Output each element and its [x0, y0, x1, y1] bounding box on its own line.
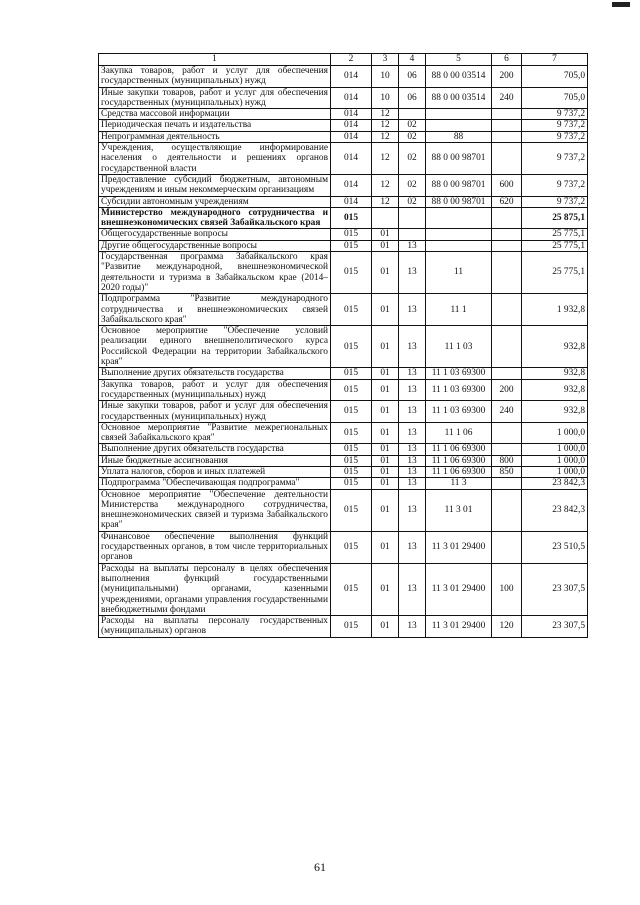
row-name-cell: Закупка товаров, работ и услуг для обеспечения государственных (муниципальных) нужд: [99, 379, 331, 401]
row-subsection-cell: 02: [399, 131, 426, 142]
row-section-cell: 01: [372, 252, 399, 294]
row-amount-cell: 1 000,0: [522, 444, 588, 455]
row-section-cell: 01: [372, 326, 399, 368]
row-subsection-cell: 06: [399, 87, 426, 109]
row-expense-type-cell: [492, 143, 522, 175]
row-amount-cell: 23 842,3: [522, 489, 588, 531]
row-amount-cell: 932,8: [522, 401, 588, 423]
row-section-cell: 01: [372, 455, 399, 466]
row-amount-cell: 9 737,2: [522, 143, 588, 175]
row-expense-type-cell: 800: [492, 455, 522, 466]
row-section-cell: 01: [372, 466, 399, 477]
table-body: [99, 54, 588, 638]
row-admin-code-cell: 015: [331, 489, 372, 531]
row-section-cell: 12: [372, 131, 399, 142]
header-cell: 4: [399, 54, 426, 66]
row-expense-type-cell: [492, 478, 522, 489]
row-expense-type-cell: [492, 326, 522, 368]
row-name-cell: Средства массовой информации: [99, 109, 331, 120]
row-admin-code-cell: 014: [331, 131, 372, 142]
row-expense-type-cell: [492, 531, 522, 563]
row-amount-cell: 23 307,5: [522, 616, 588, 638]
header-cell: 2: [331, 54, 372, 66]
row-expense-type-cell: [492, 368, 522, 379]
row-subsection-cell: 13: [399, 326, 426, 368]
table-row: [99, 563, 588, 615]
row-amount-cell: 932,8: [522, 368, 588, 379]
table-row: [99, 66, 588, 88]
row-section-cell: 01: [372, 240, 399, 251]
row-admin-code-cell: 015: [331, 401, 372, 423]
row-admin-code-cell: 014: [331, 143, 372, 175]
row-admin-code-cell: 015: [331, 326, 372, 368]
budget-table: [98, 53, 588, 638]
row-expense-type-cell: [492, 207, 522, 229]
row-expense-type-cell: 600: [492, 174, 522, 196]
row-expense-type-cell: 240: [492, 87, 522, 109]
row-expense-type-cell: 120: [492, 616, 522, 638]
row-target-article-cell: 11 1 03 69300: [426, 368, 492, 379]
row-section-cell: 01: [372, 489, 399, 531]
row-subsection-cell: [399, 229, 426, 240]
table-row: [99, 120, 588, 131]
row-target-article-cell: 88 0 00 03514: [426, 66, 492, 88]
row-section-cell: 01: [372, 444, 399, 455]
table-row: [99, 478, 588, 489]
table-row: [99, 87, 588, 109]
row-name-cell: Субсидии автономным учреждениям: [99, 196, 331, 207]
row-admin-code-cell: 014: [331, 174, 372, 196]
row-subsection-cell: 06: [399, 66, 426, 88]
row-section-cell: 01: [372, 563, 399, 615]
row-name-cell: Учреждения, осуществляющие информирование населения о деятельности и решениях органов государственной власти: [99, 143, 331, 175]
row-name-cell: Основное мероприятие "Обеспечение деятельности Министерства международного сотрудничества, внешнеэкономических связей и туризма Забайкальского края": [99, 489, 331, 531]
row-expense-type-cell: [492, 252, 522, 294]
table-row: [99, 109, 588, 120]
row-target-article-cell: 11 1 06 69300: [426, 444, 492, 455]
row-target-article-cell: 11 1 06: [426, 422, 492, 444]
scan-mark: [612, 2, 630, 7]
row-amount-cell: 9 737,2: [522, 109, 588, 120]
row-admin-code-cell: 015: [331, 368, 372, 379]
row-subsection-cell: 13: [399, 240, 426, 251]
row-admin-code-cell: 015: [331, 252, 372, 294]
row-target-article-cell: 11 1 03: [426, 326, 492, 368]
row-name-cell: Иные бюджетные ассигнования: [99, 455, 331, 466]
row-section-cell: 01: [372, 616, 399, 638]
row-expense-type-cell: 200: [492, 66, 522, 88]
row-target-article-cell: [426, 109, 492, 120]
row-admin-code-cell: 014: [331, 196, 372, 207]
row-amount-cell: 25 775,1: [522, 240, 588, 251]
row-section-cell: 01: [372, 379, 399, 401]
row-section-cell: 01: [372, 531, 399, 563]
table-row: [99, 466, 588, 477]
row-name-cell: Предоставление субсидий бюджетным, автономным учреждениям и иным некоммерческим организациям: [99, 174, 331, 196]
table-row: [99, 174, 588, 196]
row-admin-code-cell: 014: [331, 109, 372, 120]
row-admin-code-cell: 015: [331, 229, 372, 240]
row-subsection-cell: 02: [399, 143, 426, 175]
row-amount-cell: 9 737,2: [522, 174, 588, 196]
table-header-row: [99, 54, 588, 66]
row-amount-cell: 705,0: [522, 66, 588, 88]
row-name-cell: Государственная программа Забайкальского края "Развитие международной, внешнеэкономической деятельности и туризма в Забайкальском крае (2014–2020 годы)": [99, 252, 331, 294]
row-amount-cell: 23 842,3: [522, 478, 588, 489]
row-amount-cell: 25 875,1: [522, 207, 588, 229]
row-expense-type-cell: [492, 229, 522, 240]
row-target-article-cell: 88 0 00 98701: [426, 196, 492, 207]
row-name-cell: Выполнение других обязательств государства: [99, 368, 331, 379]
header-cell: 1: [99, 54, 331, 66]
row-admin-code-cell: 015: [331, 422, 372, 444]
row-section-cell: 10: [372, 66, 399, 88]
row-section-cell: 12: [372, 174, 399, 196]
row-section-cell: 12: [372, 109, 399, 120]
row-section-cell: 12: [372, 196, 399, 207]
table-row: [99, 240, 588, 251]
row-name-cell: Иные закупки товаров, работ и услуг для обеспечения государственных (муниципальных) нужд: [99, 401, 331, 423]
row-section-cell: 01: [372, 422, 399, 444]
row-section-cell: 01: [372, 368, 399, 379]
row-name-cell: Подпрограмма "Обеспечивающая подпрограмма": [99, 478, 331, 489]
row-subsection-cell: [399, 207, 426, 229]
row-admin-code-cell: 015: [331, 616, 372, 638]
row-admin-code-cell: 014: [331, 87, 372, 109]
row-admin-code-cell: 015: [331, 240, 372, 251]
row-admin-code-cell: 015: [331, 207, 372, 229]
table-row: [99, 143, 588, 175]
row-admin-code-cell: 015: [331, 531, 372, 563]
row-target-article-cell: [426, 120, 492, 131]
row-amount-cell: 9 737,2: [522, 196, 588, 207]
row-name-cell: Другие общегосударственные вопросы: [99, 240, 331, 251]
row-amount-cell: 23 307,5: [522, 563, 588, 615]
row-admin-code-cell: 014: [331, 66, 372, 88]
row-subsection-cell: 13: [399, 294, 426, 326]
row-subsection-cell: 13: [399, 379, 426, 401]
table-row: [99, 229, 588, 240]
row-section-cell: 01: [372, 478, 399, 489]
row-amount-cell: 932,8: [522, 326, 588, 368]
row-target-article-cell: 11 3 01 29400: [426, 563, 492, 615]
row-expense-type-cell: 200: [492, 379, 522, 401]
row-subsection-cell: 02: [399, 196, 426, 207]
row-target-article-cell: 88 0 00 03514: [426, 87, 492, 109]
row-target-article-cell: 11 1: [426, 294, 492, 326]
row-expense-type-cell: 240: [492, 401, 522, 423]
row-name-cell: Расходы на выплаты персоналу государственных (муниципальных) органов: [99, 616, 331, 638]
row-subsection-cell: 13: [399, 531, 426, 563]
table-row: [99, 489, 588, 531]
row-admin-code-cell: 015: [331, 444, 372, 455]
row-amount-cell: 9 737,2: [522, 131, 588, 142]
table-row: [99, 294, 588, 326]
row-admin-code-cell: 015: [331, 294, 372, 326]
row-admin-code-cell: 015: [331, 466, 372, 477]
row-target-article-cell: [426, 240, 492, 251]
table-row: [99, 422, 588, 444]
row-expense-type-cell: [492, 240, 522, 251]
row-target-article-cell: 11 3 01 29400: [426, 531, 492, 563]
row-subsection-cell: 13: [399, 466, 426, 477]
page-number: 61: [314, 860, 326, 874]
row-subsection-cell: 13: [399, 252, 426, 294]
row-name-cell: Непрограммная деятельность: [99, 131, 331, 142]
row-target-article-cell: 11 3: [426, 478, 492, 489]
row-name-cell: Выполнение других обязательств государства: [99, 444, 331, 455]
row-subsection-cell: 13: [399, 368, 426, 379]
row-subsection-cell: 13: [399, 616, 426, 638]
row-name-cell: Подпрограмма "Развитие международного сотрудничества и внешнеэкономических связей Забайкальского края": [99, 294, 331, 326]
row-name-cell: Уплата налогов, сборов и иных платежей: [99, 466, 331, 477]
row-target-article-cell: 88 0 00 98701: [426, 174, 492, 196]
row-section-cell: [372, 207, 399, 229]
row-amount-cell: 1 000,0: [522, 455, 588, 466]
table-row: [99, 379, 588, 401]
row-admin-code-cell: 015: [331, 379, 372, 401]
row-expense-type-cell: [492, 444, 522, 455]
table-row: [99, 531, 588, 563]
row-subsection-cell: 13: [399, 401, 426, 423]
row-name-cell: Закупка товаров, работ и услуг для обеспечения государственных (муниципальных) нужд: [99, 66, 331, 88]
row-section-cell: 12: [372, 120, 399, 131]
row-expense-type-cell: 620: [492, 196, 522, 207]
row-admin-code-cell: 015: [331, 563, 372, 615]
row-target-article-cell: 11 3 01 29400: [426, 616, 492, 638]
row-subsection-cell: 02: [399, 174, 426, 196]
row-subsection-cell: [399, 109, 426, 120]
row-section-cell: 10: [372, 87, 399, 109]
row-target-article-cell: [426, 229, 492, 240]
table-row: [99, 196, 588, 207]
row-target-article-cell: 11 1 06 69300: [426, 455, 492, 466]
row-expense-type-cell: [492, 109, 522, 120]
header-cell: 3: [372, 54, 399, 66]
table-row: [99, 444, 588, 455]
row-expense-type-cell: [492, 422, 522, 444]
row-section-cell: 12: [372, 143, 399, 175]
row-name-cell: Основное мероприятие "Обеспечение условий реализации единого внешнеполитического курса Российской Федерации на территории Забайкальского края": [99, 326, 331, 368]
row-subsection-cell: 13: [399, 444, 426, 455]
row-target-article-cell: [426, 207, 492, 229]
table-row: [99, 326, 588, 368]
table-row: [99, 368, 588, 379]
row-subsection-cell: 02: [399, 120, 426, 131]
row-name-cell: Расходы на выплаты персоналу в целях обеспечения выполнения функций государственными (муниципальными) органами, казенными учреждениями, органами управления государственными внебюджетными фондами: [99, 563, 331, 615]
row-amount-cell: 9 737,2: [522, 120, 588, 131]
row-expense-type-cell: [492, 131, 522, 142]
row-admin-code-cell: 015: [331, 478, 372, 489]
row-expense-type-cell: [492, 294, 522, 326]
row-name-cell: Министерство международного сотрудничества и внешнеэкономических связей Забайкальского края: [99, 207, 331, 229]
table-row: [99, 401, 588, 423]
row-target-article-cell: 11 1 03 69300: [426, 379, 492, 401]
row-amount-cell: 1 000,0: [522, 422, 588, 444]
row-section-cell: 01: [372, 294, 399, 326]
header-cell: 5: [426, 54, 492, 66]
row-subsection-cell: 13: [399, 563, 426, 615]
table-row: [99, 616, 588, 638]
row-amount-cell: 25 775,1: [522, 229, 588, 240]
row-expense-type-cell: [492, 120, 522, 131]
row-target-article-cell: 88 0 00 98701: [426, 143, 492, 175]
row-section-cell: 01: [372, 229, 399, 240]
row-expense-type-cell: 100: [492, 563, 522, 615]
row-expense-type-cell: 850: [492, 466, 522, 477]
row-subsection-cell: 13: [399, 455, 426, 466]
row-admin-code-cell: 015: [331, 455, 372, 466]
row-name-cell: Периодическая печать и издательства: [99, 120, 331, 131]
table-row: [99, 131, 588, 142]
row-name-cell: Общегосударственные вопросы: [99, 229, 331, 240]
row-amount-cell: 1 932,8: [522, 294, 588, 326]
table-row: [99, 207, 588, 229]
row-target-article-cell: 11 3 01: [426, 489, 492, 531]
row-name-cell: Иные закупки товаров, работ и услуг для обеспечения государственных (муниципальных) нужд: [99, 87, 331, 109]
row-name-cell: Основное мероприятие "Развитие межрегиональных связей Забайкальского края": [99, 422, 331, 444]
row-target-article-cell: 11: [426, 252, 492, 294]
row-target-article-cell: 11 1 03 69300: [426, 401, 492, 423]
table-row: [99, 252, 588, 294]
table-row: [99, 455, 588, 466]
row-target-article-cell: 88: [426, 131, 492, 142]
row-expense-type-cell: [492, 489, 522, 531]
row-amount-cell: 23 510,5: [522, 531, 588, 563]
row-admin-code-cell: 014: [331, 120, 372, 131]
row-subsection-cell: 13: [399, 489, 426, 531]
row-amount-cell: 932,8: [522, 379, 588, 401]
row-amount-cell: 705,0: [522, 87, 588, 109]
row-amount-cell: 1 000,0: [522, 466, 588, 477]
row-subsection-cell: 13: [399, 478, 426, 489]
header-cell: 6: [492, 54, 522, 66]
row-subsection-cell: 13: [399, 422, 426, 444]
row-name-cell: Финансовое обеспечение выполнения функций государственных органов, в том числе территориальных органов: [99, 531, 331, 563]
row-section-cell: 01: [372, 401, 399, 423]
header-cell: 7: [522, 54, 588, 66]
row-target-article-cell: 11 1 06 69300: [426, 466, 492, 477]
row-amount-cell: 25 775,1: [522, 252, 588, 294]
